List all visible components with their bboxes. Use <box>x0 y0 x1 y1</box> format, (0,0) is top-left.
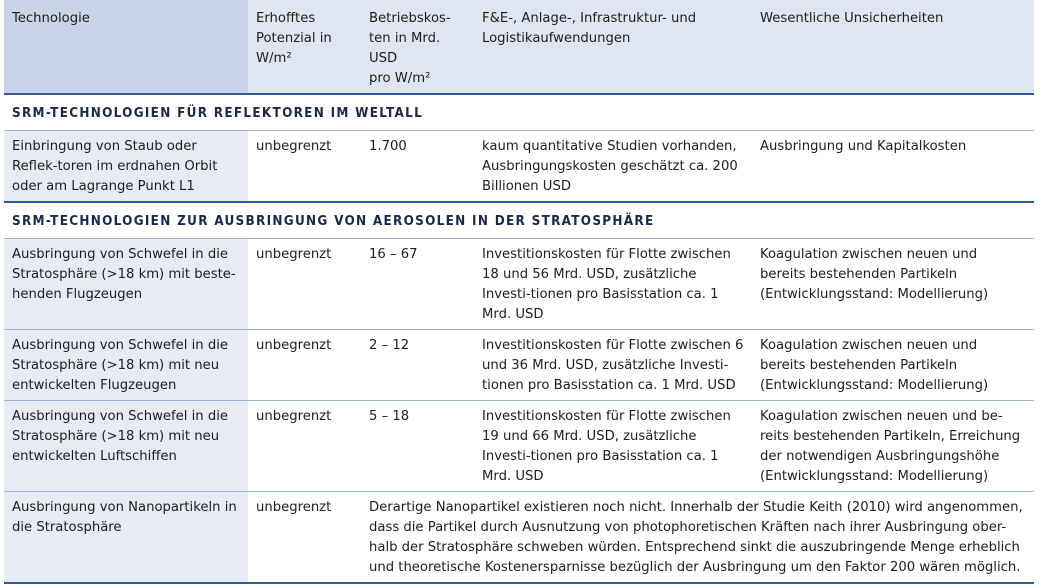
cell-aufwendungen: Investitionskosten für Flotte zwischen 19 und 66 Mrd. USD, zusätzliche Investi-tionen pro Basisstation ca. 1 Mrd. USD <box>482 409 731 484</box>
header-potenzial <box>248 0 361 94</box>
section-heading-weltall <box>4 94 1034 131</box>
header-betriebskosten-unit: pro W/m² <box>369 71 431 86</box>
cell-note: Derartige Nanopartikel existieren noch nicht. Innerhalb der Studie Keith (2010) wird angenommen, dass die Partikel durch Ausnutzung von photophoretischen Kräften nach ihrer Ausbringung ober-halb der Stratosphäre schweben würden. Entsprechend sinkt die auszubringende Menge erheblich und theoretische Kostenersparnisse bezüglich der Ausbringung um den Faktor 200 wären möglich. <box>369 500 1023 575</box>
cell-technologie: Ausbringung von Schwefel in die Stratosphäre (>18 km) mit neu entwickelten Flugzeugen <box>4 330 248 401</box>
table-row <box>4 492 1034 584</box>
section-title: SRM-TECHNOLOGIEN ZUR AUSBRINGUNG VON AEROSOLEN IN DER STRATOSPHÄRE <box>4 202 1034 239</box>
cell-potenzial: unbegrenzt <box>256 139 332 154</box>
cell-aufwendungen: kaum quantitative Studien vorhanden, Ausbringungskosten geschätzt ca. 200 Billionen USD <box>482 139 738 194</box>
srm-technology-table <box>4 0 1034 584</box>
section-heading-stratosphaere <box>4 202 1034 239</box>
cell-technologie: Ausbringung von Schwefel in die Stratosphäre (>18 km) mit neu entwickelten Luftschiffen <box>4 401 248 492</box>
cell-unsicherheiten: Koagulation zwischen neuen und bereits bestehenden Partikeln (Entwicklungsstand: Modellierung) <box>760 338 989 393</box>
header-betriebskosten <box>361 0 474 94</box>
cell-technologie: Ausbringung von Schwefel in die Stratosphäre (>18 km) mit beste-henden Flugzeugen <box>4 239 248 330</box>
table-row <box>4 401 1034 492</box>
cell-potenzial: unbegrenzt <box>256 409 332 424</box>
cell-potenzial: unbegrenzt <box>256 500 332 515</box>
table-row <box>4 131 1034 203</box>
cell-unsicherheiten: Koagulation zwischen neuen und be-reits bestehenden Partikeln, Erreichung der notwendigen Ausbringungshöhe (Entwicklungsstand: Modellierung) <box>760 409 1021 484</box>
header-aufwendungen: F&E-, Anlage-, Infrastruktur- und Logistikaufwendungen <box>474 0 752 94</box>
header-technologie: Technologie <box>4 0 248 94</box>
cell-unsicherheiten: Koagulation zwischen neuen und bereits bestehenden Partikeln (Entwicklungsstand: Modellierung) <box>760 247 989 302</box>
header-betriebskosten-line1: Betriebskos- <box>369 11 451 26</box>
cell-betriebskosten: 2 – 12 <box>369 338 410 353</box>
cell-potenzial: unbegrenzt <box>256 338 332 353</box>
table-row <box>4 239 1034 330</box>
cell-unsicherheiten: Ausbringung und Kapitalkosten <box>760 139 967 154</box>
header-potenzial-unit: W/m² <box>256 51 292 66</box>
cell-technologie: Einbringung von Staub oder Reflek-toren im erdnahen Orbit oder am Lagrange Punkt L1 <box>4 131 248 203</box>
cell-aufwendungen: Investitionskosten für Flotte zwischen 6 und 36 Mrd. USD, zusätzliche Investi-tionen pro Basisstation ca. 1 Mrd. USD <box>482 338 744 393</box>
header-potenzial-line2: Potenzial in <box>256 31 332 46</box>
cell-potenzial: unbegrenzt <box>256 247 332 262</box>
cell-betriebskosten: 1.700 <box>369 139 407 154</box>
cell-aufwendungen: Investitionskosten für Flotte zwischen 18 und 56 Mrd. USD, zusätzliche Investi-tionen pro Basisstation ca. 1 Mrd. USD <box>482 247 731 322</box>
header-unsicherheiten: Wesentliche Unsicherheiten <box>752 0 1034 94</box>
section-title: SRM-TECHNOLOGIEN FÜR REFLEKTOREN IM WELTALL <box>4 94 1034 131</box>
table-row <box>4 330 1034 401</box>
header-row <box>4 0 1034 94</box>
cell-betriebskosten: 16 – 67 <box>369 247 418 262</box>
header-betriebskosten-line2: ten in Mrd. USD <box>369 31 441 66</box>
cell-betriebskosten: 5 – 18 <box>369 409 410 424</box>
cell-technologie: Ausbringung von Nanopartikeln in die Stratosphäre <box>4 492 248 584</box>
header-potenzial-line1: Erhofftes <box>256 11 316 26</box>
